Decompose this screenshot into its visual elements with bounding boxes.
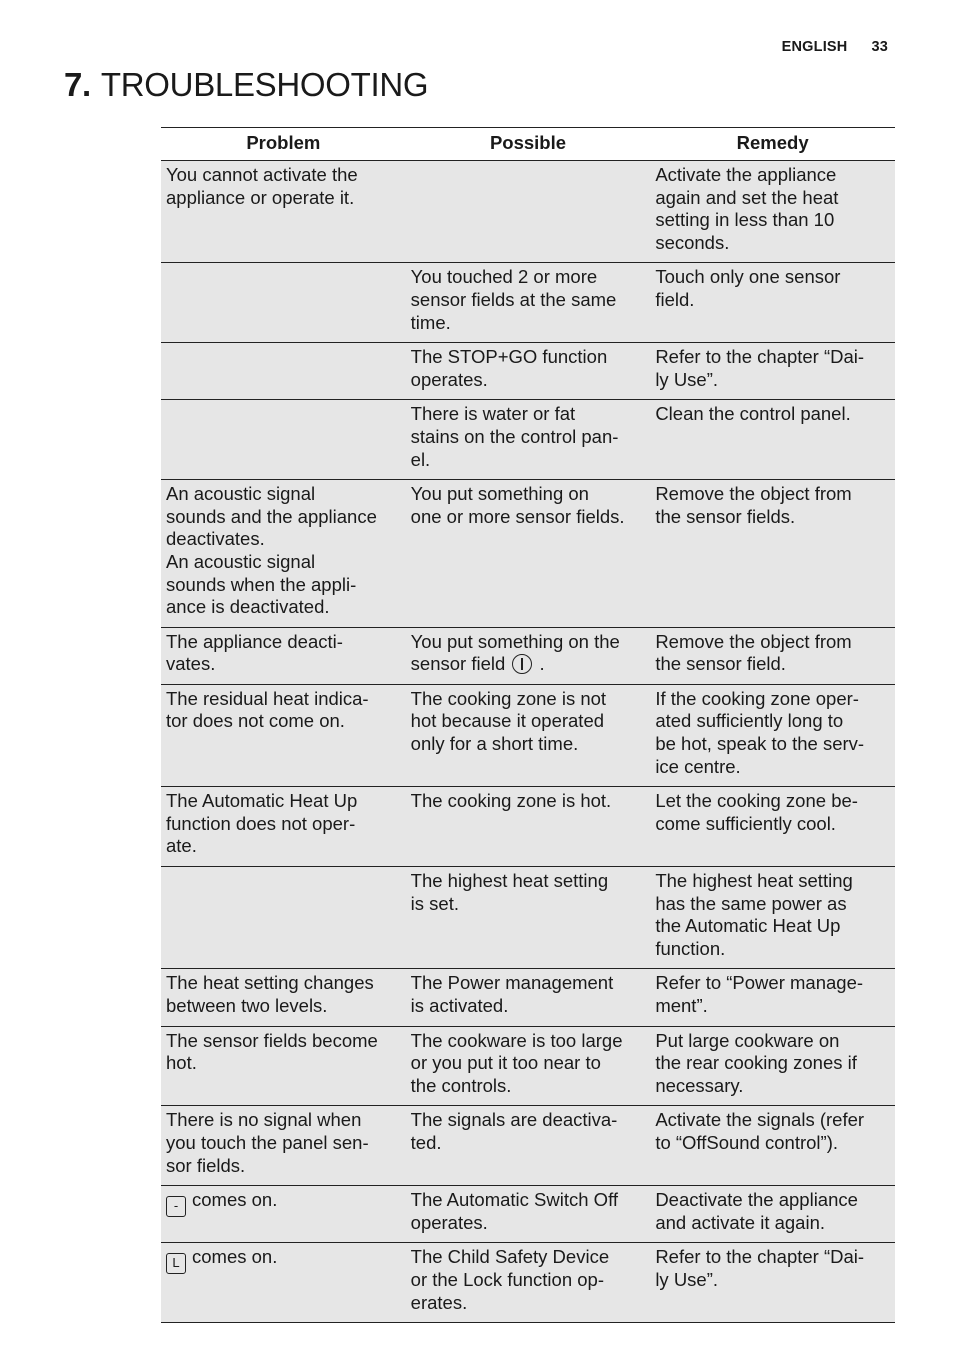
page-title xyxy=(64,66,428,104)
cell-line: The sensor fields become xyxy=(166,1029,378,1051)
cell-line: be hot, speak to the serv- xyxy=(655,733,865,755)
cell-line: Clean the control panel. xyxy=(655,403,851,425)
cell-line: An acoustic signal xyxy=(166,550,316,572)
cell-remedy xyxy=(650,969,895,1026)
cell-problem xyxy=(161,684,406,786)
cell-line: operates. xyxy=(410,368,488,390)
cell-line: el. xyxy=(410,448,431,470)
cell-problem xyxy=(161,1026,406,1106)
cell-line xyxy=(411,653,645,676)
cell-problem xyxy=(161,343,406,400)
cell-line: ly Use”. xyxy=(655,1268,719,1290)
cell-line: If the cooking zone oper- xyxy=(655,687,859,709)
cell-line: tor does not come on. xyxy=(166,710,345,732)
cell-line: sounds when the appli- xyxy=(166,573,357,595)
cell-problem xyxy=(161,480,406,628)
cell-possible xyxy=(406,1106,651,1186)
cell-possible xyxy=(406,787,651,867)
cell-line: The Automatic Heat Up xyxy=(166,790,358,812)
cell-remedy xyxy=(650,627,895,684)
column-header-possible: Possible xyxy=(406,128,651,161)
cell-line xyxy=(166,1246,400,1274)
cell-line: The residual heat indica- xyxy=(166,687,369,709)
symbol-text: comes on. xyxy=(192,1189,278,1211)
cell-line: and activate it again. xyxy=(655,1211,826,1233)
table-header-row xyxy=(161,128,895,161)
cell-line: is set. xyxy=(410,892,459,914)
table-row xyxy=(161,1026,895,1106)
cell-problem xyxy=(161,627,406,684)
cell-remedy xyxy=(650,1186,895,1243)
cell-line: Put large cookware on xyxy=(655,1029,840,1051)
cell-line: between two levels. xyxy=(166,995,328,1016)
section-number: 7. xyxy=(64,66,91,103)
cell-line: You put something on the xyxy=(410,630,620,652)
page-header xyxy=(782,39,888,55)
cell-line: ment”. xyxy=(655,995,708,1016)
cell-line: deactivates. xyxy=(166,528,265,550)
cell-line: The STOP+GO function xyxy=(410,346,608,368)
cell-line: come sufficiently cool. xyxy=(655,812,836,834)
cell-possible xyxy=(406,969,651,1026)
cell-line: or you put it too near to xyxy=(410,1052,601,1074)
cell-line: Remove the object from xyxy=(655,483,852,505)
cell-line: appliance or operate it. xyxy=(166,186,355,208)
cell-line: to “OffSound control”). xyxy=(655,1131,838,1153)
cell-possible xyxy=(406,480,651,628)
cell-line: setting in less than 10 xyxy=(655,209,835,231)
cell-line: There is no signal when xyxy=(166,1109,362,1131)
table-row xyxy=(161,1186,895,1243)
cell-problem xyxy=(161,1186,406,1243)
cell-line: ate. xyxy=(166,835,197,857)
cell-line: time. xyxy=(410,311,451,333)
cell-line: the rear cooking zones if xyxy=(655,1052,857,1074)
cell-remedy xyxy=(650,867,895,969)
table-row xyxy=(161,343,895,400)
troubleshooting-table xyxy=(161,127,895,1323)
cell-line: Activate the appliance xyxy=(655,164,837,185)
symbol-suffix-text: . xyxy=(539,653,545,675)
cell-line: Refer to “Power manage- xyxy=(655,972,864,994)
cell-problem xyxy=(161,867,406,969)
cell-problem xyxy=(161,400,406,480)
symbol-prefix-text: sensor field xyxy=(410,653,506,675)
cell-possible xyxy=(406,1026,651,1106)
cell-line: seconds. xyxy=(655,231,730,253)
cell-line: You cannot activate the xyxy=(166,164,358,185)
cell-line: sounds and the appliance xyxy=(166,505,377,527)
table-row xyxy=(161,787,895,867)
cell-line: The cooking zone is hot. xyxy=(410,790,612,812)
cell-line: The Power management xyxy=(410,972,614,994)
cell-possible xyxy=(406,400,651,480)
cell-line xyxy=(166,1189,400,1217)
table-row xyxy=(161,627,895,684)
cell-line: The Child Safety Device xyxy=(410,1246,610,1268)
display-symbol-icon: - xyxy=(166,1196,186,1217)
cell-problem xyxy=(161,1243,406,1323)
cell-possible xyxy=(406,343,651,400)
cell-problem xyxy=(161,969,406,1026)
column-header-problem: Problem xyxy=(161,128,406,161)
column-header-remedy: Remedy xyxy=(650,128,895,161)
cell-remedy xyxy=(650,684,895,786)
cell-line: hot because it operated xyxy=(410,710,605,732)
cell-line: vates. xyxy=(166,653,216,675)
cell-remedy xyxy=(650,1106,895,1186)
table-row xyxy=(161,400,895,480)
cell-problem xyxy=(161,1106,406,1186)
cell-line: the sensor field. xyxy=(655,653,786,675)
cell-problem xyxy=(161,787,406,867)
display-symbol-icon: L xyxy=(166,1253,186,1274)
cell-line: ly Use”. xyxy=(655,368,719,390)
cell-possible xyxy=(406,867,651,969)
cell-line: hot. xyxy=(166,1052,197,1074)
cell-possible xyxy=(406,627,651,684)
cell-remedy xyxy=(650,1243,895,1323)
cell-line: function does not oper- xyxy=(166,812,356,834)
cell-remedy xyxy=(650,343,895,400)
cell-line: The cookware is too large xyxy=(410,1029,623,1051)
cell-line: the Automatic Heat Up xyxy=(655,915,841,937)
table-body xyxy=(161,161,895,1323)
cell-line: ice centre. xyxy=(655,755,741,777)
cell-possible xyxy=(406,1186,651,1243)
cell-line: Refer to the chapter “Dai- xyxy=(655,346,865,368)
cell-possible xyxy=(406,161,651,263)
table-row xyxy=(161,1106,895,1186)
cell-line: The Automatic Switch Off xyxy=(410,1189,619,1211)
cell-line: function. xyxy=(655,937,726,959)
cell-line: The signals are deactiva- xyxy=(410,1109,618,1131)
cell-line: Touch only one sensor xyxy=(655,266,841,288)
cell-line: Activate the signals (refer xyxy=(655,1109,865,1131)
cell-line: again and set the heat xyxy=(655,186,839,208)
cell-line: You put something on xyxy=(410,483,589,505)
cell-line: or the Lock function op- xyxy=(410,1268,604,1290)
table-row xyxy=(161,684,895,786)
cell-possible xyxy=(406,1243,651,1323)
power-symbol-icon xyxy=(512,654,532,674)
table-row xyxy=(161,263,895,343)
cell-remedy xyxy=(650,1026,895,1106)
page-number: 33 xyxy=(871,39,888,55)
cell-line: has the same power as xyxy=(655,892,847,914)
cell-line: The highest heat setting xyxy=(655,870,853,892)
cell-line: sor fields. xyxy=(166,1154,246,1176)
cell-line: Refer to the chapter “Dai- xyxy=(655,1246,865,1268)
cell-line: operates. xyxy=(410,1211,488,1233)
table-row xyxy=(161,161,895,263)
cell-remedy xyxy=(650,480,895,628)
table-row xyxy=(161,480,895,628)
table-row xyxy=(161,969,895,1026)
cell-problem xyxy=(161,161,406,263)
cell-line: ance is deactivated. xyxy=(166,596,330,618)
cell-line: ated sufficiently long to xyxy=(655,710,844,732)
cell-line: necessary. xyxy=(655,1074,744,1096)
cell-line: ted. xyxy=(410,1131,442,1153)
cell-line: the controls. xyxy=(410,1074,512,1096)
cell-remedy xyxy=(650,161,895,263)
cell-line: There is water or fat xyxy=(410,403,576,425)
cell-line: Let the cooking zone be- xyxy=(655,790,858,812)
cell-remedy xyxy=(650,400,895,480)
cell-line: only for a short time. xyxy=(410,733,579,755)
cell-line: you touch the panel sen- xyxy=(166,1131,369,1153)
header-language: ENGLISH xyxy=(781,39,848,55)
cell-line: one or more sensor fields. xyxy=(410,505,625,527)
cell-line: Deactivate the appliance xyxy=(655,1189,858,1211)
cell-line: Remove the object from xyxy=(655,630,852,652)
cell-line: erates. xyxy=(410,1291,468,1313)
table-row xyxy=(161,1243,895,1323)
table-row xyxy=(161,867,895,969)
cell-line: is activated. xyxy=(410,995,509,1016)
cell-problem xyxy=(161,263,406,343)
cell-line: The heat setting changes xyxy=(166,972,374,994)
section-title: TROUBLESHOOTING xyxy=(100,66,429,103)
cell-remedy xyxy=(650,787,895,867)
cell-line: The cooking zone is not xyxy=(410,687,607,709)
cell-line: field. xyxy=(655,288,695,310)
symbol-text: comes on. xyxy=(192,1246,278,1268)
cell-line: You touched 2 or more xyxy=(410,266,598,288)
cell-possible xyxy=(406,684,651,786)
cell-line: An acoustic signal xyxy=(166,483,316,505)
cell-remedy xyxy=(650,263,895,343)
cell-line: The appliance deacti- xyxy=(166,630,343,652)
cell-line: The highest heat setting xyxy=(410,870,609,892)
cell-line: the sensor fields. xyxy=(655,505,796,527)
cell-line: stains on the control pan- xyxy=(410,425,619,447)
cell-line: sensor fields at the same xyxy=(410,288,617,310)
cell-possible xyxy=(406,263,651,343)
